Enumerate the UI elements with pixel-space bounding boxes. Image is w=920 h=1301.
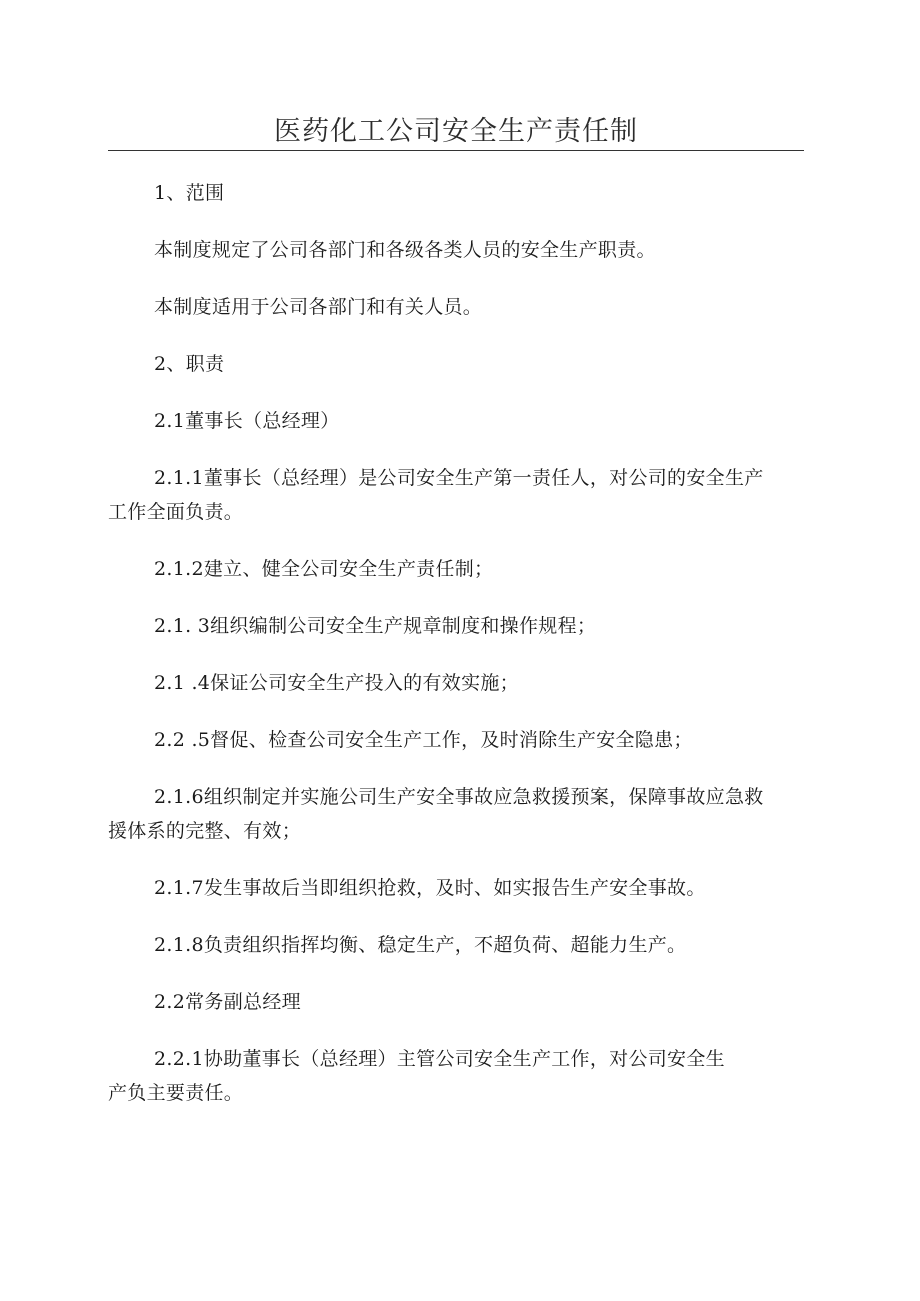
paragraph-line: 2.1董事长（总经理） <box>154 410 340 432</box>
document-title: 医药化工公司安全生产责任制 <box>274 116 638 147</box>
paragraph-duties-heading <box>108 347 808 381</box>
title-underline <box>108 150 804 151</box>
paragraph <box>108 290 808 324</box>
paragraph-line: 2.1. 3组织编制公司安全生产规章制度和操作规程； <box>154 615 597 637</box>
paragraph-line: 2.1.2建立、健全公司安全生产责任制； <box>154 558 494 580</box>
paragraph-scope-heading <box>108 176 808 210</box>
paragraph <box>108 666 808 700</box>
paragraph <box>108 1042 808 1110</box>
paragraph-line: 工作全面负责。 <box>108 501 244 523</box>
paragraph-line: 2.2常务副总经理 <box>154 991 301 1013</box>
paragraph-line: 援体系的完整、有效； <box>108 820 302 842</box>
paragraph-line: 2.1.7发生事故后当即组织抢救，及时、如实报告生产安全事故。 <box>154 877 706 899</box>
paragraph <box>108 871 808 905</box>
paragraph <box>108 780 808 848</box>
paragraph-line: 2.1 .4保证公司安全生产投入的有效实施； <box>154 672 519 694</box>
paragraph-subheading <box>108 985 808 1019</box>
paragraph-line: 产负主要责任。 <box>108 1082 244 1104</box>
paragraph <box>108 552 808 586</box>
paragraph-subheading <box>108 404 808 438</box>
paragraph <box>108 928 808 962</box>
paragraph-line: 2.1.8负责组织指挥均衡、稳定生产，不超负荷、超能力生产。 <box>154 934 687 956</box>
paragraph <box>108 233 808 267</box>
document-body <box>108 176 808 1133</box>
paragraph-line: 本制度规定了公司各部门和各级各类人员的安全生产职责。 <box>154 239 656 261</box>
paragraph-line: 2.1.6组织制定并实施公司生产安全事故应急救援预案，保障事故应急救 <box>154 786 764 808</box>
paragraph-line: 1、范围 <box>154 182 225 204</box>
paragraph-line: 2.2 .5督促、检查公司安全生产工作，及时消除生产安全隐患； <box>154 729 693 751</box>
paragraph <box>108 461 808 529</box>
paragraph-line: 本制度适用于公司各部门和有关人员。 <box>154 296 483 318</box>
paragraph-line: 2、职责 <box>154 353 225 375</box>
paragraph <box>108 609 808 643</box>
paragraph-line: 2.2.1协助董事长（总经理）主管公司安全生产工作，对公司安全生 <box>154 1048 725 1070</box>
paragraph <box>108 723 808 757</box>
paragraph-line: 2.1.1董事长（总经理）是公司安全生产第一责任人，对公司的安全生产 <box>154 467 764 489</box>
